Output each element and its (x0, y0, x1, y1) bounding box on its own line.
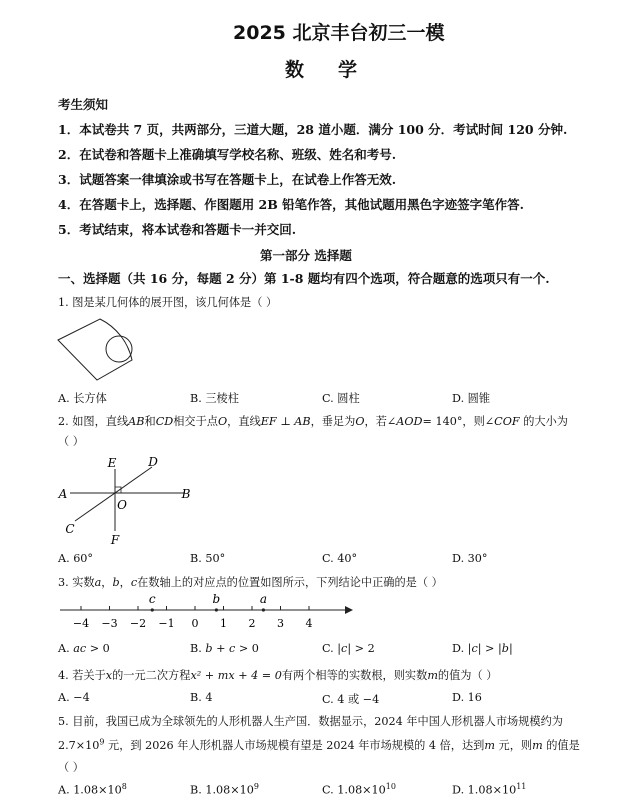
number-line-tick-label: −1 (158, 617, 175, 630)
notice-item-4: 4．在答题卡上，选择题、作图题用 2B 铅笔作答，其他试题用黑色字迹签字笔作答. (58, 197, 525, 212)
q3-option-a[interactable]: A. ac > 0 (58, 642, 110, 655)
q1-option-b[interactable]: B. 三棱柱 (190, 392, 239, 405)
subject-char-2: 学 (338, 59, 360, 81)
q3-option-d[interactable]: D. |c| > |b| (452, 642, 513, 655)
q4-stem: 4. 若关于x的一元二次方程x² + mx + 4 = 0有两个相等的实数根，则实数m的值为（ ） (58, 669, 498, 682)
number-line-tick-label: −2 (129, 617, 147, 630)
label-o: O (117, 498, 127, 512)
label-c: C (65, 522, 75, 536)
q2-stem: 2. 如图，直线AB和CD相交于点O，直线EF ⊥ AB，垂足为O，若∠AOD= 140°，则∠COF 的大小为 (58, 415, 568, 428)
sector-shape (58, 319, 132, 380)
q2-option-c[interactable]: C. 40° (322, 552, 358, 565)
part-heading: 第一部分 选择题 (260, 248, 352, 263)
number-line-tick-label: 3 (277, 617, 284, 630)
q2-option-a[interactable]: A. 60° (58, 552, 94, 565)
notice-item-5: 5．考试结束，将本试卷和答题卡一并交回. (58, 222, 297, 237)
q1-option-c[interactable]: C. 圆柱 (322, 392, 360, 405)
q1-option-d[interactable]: D. 圆锥 (452, 392, 491, 405)
q1-option-a[interactable]: A. 长方体 (58, 392, 107, 405)
number-line-tick-label: 2 (248, 617, 256, 630)
label-b: B (181, 487, 191, 501)
q5-stem-line1: 5. 目前，我国已成为全球领先的人形机器人生产国．数据显示，2024 年中国人形机器人市场规模约为 (58, 715, 563, 728)
q1-stem: 1. 图是某几何体的展开图，该几何体是（ ） (58, 296, 278, 309)
q5-option-c[interactable]: C. $1.08\times 10^{10}$ (322, 782, 396, 797)
number-line-point-label-c: c (148, 592, 156, 606)
number-line-tick-label: 1 (220, 617, 227, 630)
line-cd (75, 467, 152, 521)
number-line-tick-label: −4 (72, 617, 90, 630)
notice-item-3: 3．试题答案一律填涂或书写在答题卡上，在试卷上作答无效. (58, 172, 397, 187)
number-line-point-b (215, 608, 218, 611)
number-line (55, 592, 355, 634)
q2-option-d[interactable]: D. 30° (452, 552, 488, 565)
number-line-tick-label: 4 (305, 617, 313, 630)
q5-stem-line2: $2.7\times 10^9$ 元，到 2026 年人形机器人市场规模有望是 2024 年市场规模的 4 倍，达到m 元，则m 的值是 (58, 737, 580, 752)
label-e: E (107, 456, 117, 470)
q3-option-c[interactable]: C. |c| > 2 (322, 642, 375, 655)
section-heading: 一、选择题（共 16 分，每题 2 分）第 1-8 题均有四个选项，符合题意的选项只有一个. (58, 271, 550, 286)
q5-option-b[interactable]: B. $1.08\times 10^9$ (190, 782, 259, 797)
q4-option-c[interactable]: C. 4 或 −4 (322, 693, 380, 706)
notice-item-1: 1．本试卷共 7 页，共两部分，三道大题，28 道小题．满分 100 分．考试时间 120 分钟. (58, 122, 568, 137)
q4-option-d[interactable]: D. 16 (452, 691, 482, 704)
number-line-tick-label: 0 (191, 617, 199, 630)
q4-option-a[interactable]: A. −4 (58, 691, 90, 704)
page-title: 2025 北京丰台初三一模 (233, 22, 445, 44)
q3-option-b[interactable]: B. b + c > 0 (190, 642, 259, 655)
number-line-point-label-b: b (212, 592, 221, 606)
q5-stem-line3: （ ） (58, 761, 84, 774)
label-d: D (148, 455, 158, 469)
q4-option-b[interactable]: B. 4 (190, 691, 213, 704)
q5-option-a[interactable]: A. $1.08\times 10^8$ (58, 782, 127, 797)
q2-figure (55, 453, 205, 548)
q2-option-b[interactable]: B. 50° (190, 552, 226, 565)
q3-stem: 3. 实数a，b，c在数轴上的对应点的位置如图所示，下列结论中正确的是（ ） (58, 576, 443, 589)
number-line-tick-label: −3 (101, 617, 118, 630)
label-a: A (58, 487, 68, 501)
notice-heading: 考生须知 (58, 97, 109, 112)
net-diagram (52, 312, 142, 384)
notice-item-2: 2．在试卷和答题卡上准确填写学校名称、班级、姓名和考号. (58, 147, 397, 162)
q5-option-d[interactable]: D. $1.08\times 10^{11}$ (452, 782, 527, 797)
label-f: F (110, 533, 120, 547)
number-line-point-label-a: a (259, 592, 267, 606)
subject-char-1: 数 (285, 59, 307, 81)
number-line-point-c (151, 608, 154, 611)
number-line-point-a (262, 608, 265, 611)
q2-stem-line2: （ ） (58, 435, 84, 448)
number-line-arrow (345, 606, 353, 614)
